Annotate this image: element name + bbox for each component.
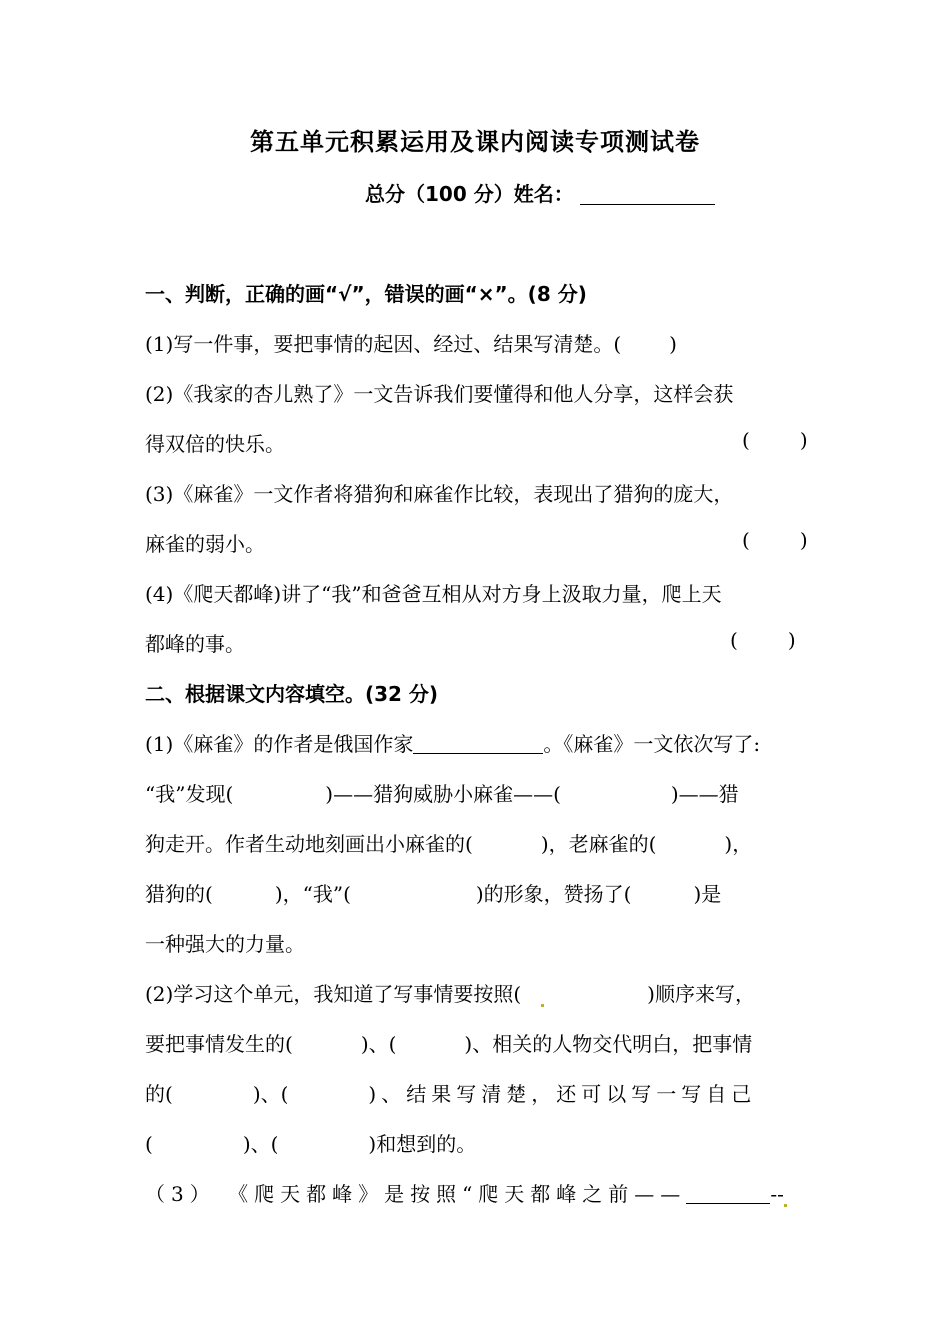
s2-q1-line3 [145, 828, 752, 857]
paren-close: ) [799, 528, 808, 552]
s1-q1-close: ) [669, 332, 677, 356]
text: )、( [252, 1082, 289, 1106]
text: ( [145, 1132, 153, 1156]
score-name-line [365, 178, 715, 207]
speck-mark [541, 1004, 544, 1007]
fill-blank[interactable] [521, 982, 647, 1007]
fill-blank[interactable] [686, 1203, 770, 1204]
text: 猎狗的( [145, 882, 213, 906]
s2-q1-line5: 一种强大的力量。 [145, 932, 305, 956]
s1-q4-answer[interactable] [730, 628, 796, 652]
s2-q2-line1 [145, 978, 755, 1007]
s2-q1-text-b: 。《麻雀》一文依次写了: [543, 732, 761, 756]
text: )、( [360, 1032, 397, 1056]
s1-q4-line2: 都峰的事。 [145, 632, 245, 656]
name-blank[interactable] [580, 204, 715, 205]
paren-open: ( [742, 528, 750, 552]
text: “我”发现( [145, 782, 234, 806]
s1-q3-answer[interactable] [742, 528, 808, 552]
text: 狗走开。作者生动地刻画出小麻雀的( [145, 832, 473, 856]
speck-mark [784, 1204, 787, 1207]
s2-q1-text-a: (1)《麻雀》的作者是俄国作家 [145, 732, 414, 756]
text: )——猎狗威胁小麻雀——( [325, 782, 561, 806]
text: )是 [693, 882, 722, 906]
text: )，老麻雀的( [540, 832, 657, 856]
score-label: 总分（100 分）姓名： [365, 182, 574, 206]
s1-q2-answer[interactable] [742, 428, 808, 452]
text: )， [724, 832, 753, 856]
s2-q1-line2 [145, 778, 739, 807]
paren-open: ( [730, 628, 738, 652]
s2-q2-line3 [145, 1078, 756, 1107]
s2-q1-line4 [145, 878, 721, 907]
text: )顺序来写， [647, 982, 755, 1006]
text: 要把事情发生的( [145, 1032, 293, 1056]
s2-q3-line1 [145, 1178, 787, 1207]
s1-q2-line1: (2)《我家的杏儿熟了》一文告诉我们要懂得和他人分享，这样会获 [145, 382, 734, 406]
text: )、结果写清楚，还可以写一写自己 [368, 1082, 757, 1106]
section1-heading: 一、判断，正确的画“√”，错误的画“×”。(8 分) [145, 282, 587, 306]
s1-q4-line1: (4)《爬天都峰)讲了“我”和爸爸互相从对方身上汲取力量，爬上天 [145, 582, 722, 606]
paren-close: ) [787, 628, 796, 652]
s2-q1-line1 [145, 728, 760, 757]
s1-q1-text: (1)写一件事，要把事情的起因、经过、结果写清楚。( [145, 332, 622, 356]
text: -- [770, 1182, 784, 1206]
text: )和想到的。 [368, 1132, 477, 1156]
text: )——猎 [670, 782, 739, 806]
section2-heading: 二、根据课文内容填空。(32 分) [145, 682, 439, 706]
text: )的形象，赞扬了( [475, 882, 632, 906]
paren-close: ) [799, 428, 808, 452]
paren-open: ( [742, 428, 750, 452]
s1-q1 [145, 328, 677, 357]
text: （3） 《爬天都峰》是按照“爬天都峰之前—— [145, 1182, 687, 1206]
text: 的( [145, 1082, 173, 1106]
text: (2)学习这个单元，我知道了写事情要按照( [145, 982, 522, 1006]
author-blank[interactable] [413, 753, 543, 754]
s1-q2-line2: 得双倍的快乐。 [145, 432, 285, 456]
page-title: 第五单元积累运用及课内阅读专项测试卷 [250, 128, 700, 156]
s2-q2-line4 [145, 1128, 476, 1157]
s1-q3-line1: (3)《麻雀》一文作者将猎狗和麻雀作比较，表现出了猎狗的庞大， [145, 482, 734, 506]
s2-q2-line2 [145, 1028, 752, 1057]
text: )，“我”( [274, 882, 351, 906]
text: )、相关的人物交代明白，把事情 [464, 1032, 753, 1056]
s1-q3-line2: 麻雀的弱小。 [145, 532, 265, 556]
text: )、( [242, 1132, 279, 1156]
